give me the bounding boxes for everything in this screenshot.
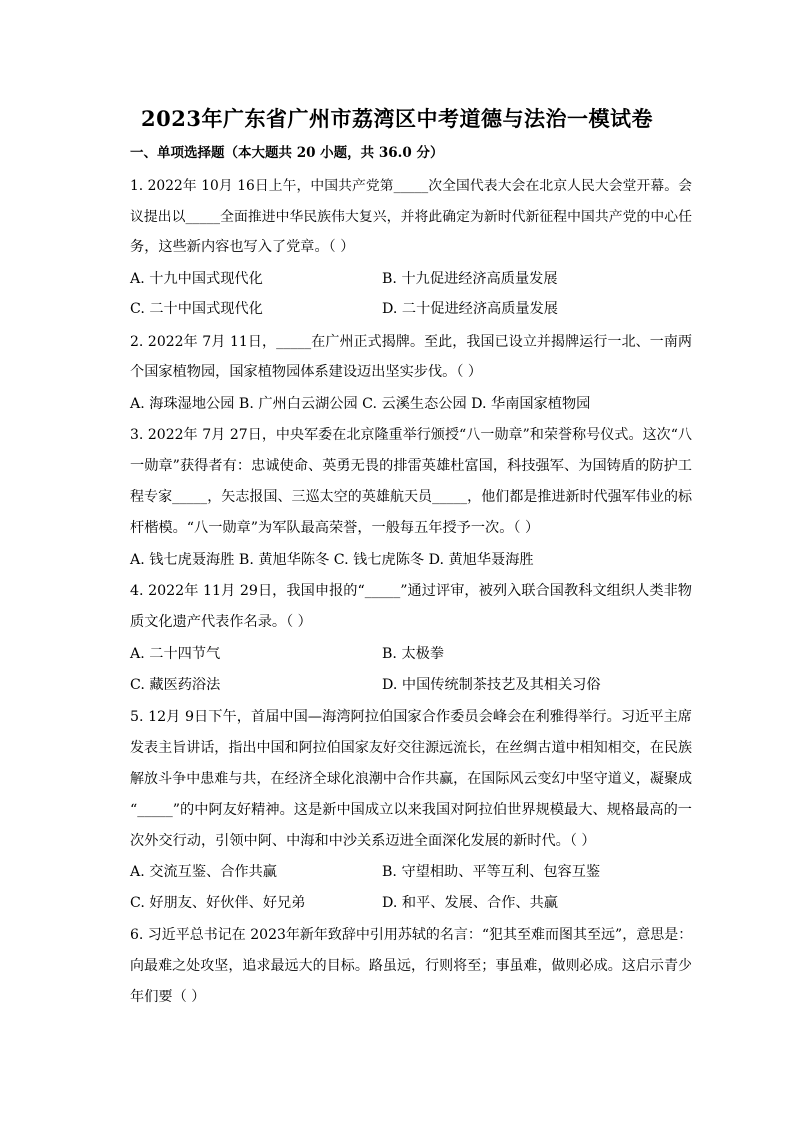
question-5-line-3: 解放斗争中患难与共，在经济全球化浪潮中合作共赢，在国际风云变幻中坚守道义，凝聚成	[130, 771, 692, 787]
question-2-line-1: 2. 2022年 7月 11日，_____在广州正式揭牌。至此，我国已设立并揭牌运行一北、一南两	[130, 334, 692, 350]
question-2-line-2: 个国家植物园，国家植物园体系建设迈出坚实步伐。（ ）	[130, 364, 483, 380]
question-5-line-2: 发表主旨讲话，指出中国和阿拉伯国家友好交往源远流长，在丝绸古道中相知相交，在民族	[130, 740, 692, 756]
question-5-line-5: 次外交行动，引领中阿、中海和中沙关系迈进全面深化发展的新时代。（ ）	[130, 833, 596, 849]
question-1-option-c: C. 二十中国式现代化	[130, 301, 263, 317]
question-6-line-2: 向最难之处攻坚，追求最远大的目标。路虽远，行则将至；事虽难，做则必成。这启示青少	[130, 958, 692, 974]
question-5-line-1: 5. 12月 9日下午，首届中国—海湾阿拉伯国家合作委员会峰会在利雅得举行。习近平主席	[130, 709, 692, 725]
question-4-option-c: C. 藏医药浴法	[130, 677, 221, 693]
question-4-option-a: A. 二十四节气	[130, 646, 221, 662]
question-2-options: A. 海珠湿地公园 B. 广州白云湖公园 C. 云溪生态公园 D. 华南国家植物园	[130, 396, 591, 412]
question-1-line-2: 议提出以_____全面推进中华民族伟大复兴，并将此确定为新时代新征程中国共产党的中心任	[130, 209, 692, 225]
question-3-options: A. 钱七虎聂海胜 B. 黄旭华陈冬 C. 钱七虎陈冬 D. 黄旭华聂海胜	[130, 552, 534, 568]
question-3-line-4: 杆楷模。“八一勋章”为军队最高荣誉，一般每五年授予一次。（ ）	[130, 520, 540, 536]
question-1-line-3: 务，这些新内容也写入了党章。（ ）	[130, 239, 355, 255]
question-5-option-d: D. 和平、发展、合作、共赢	[382, 895, 558, 911]
question-3-line-1: 3. 2022年 7月 27日，中央军委在北京隆重举行颁授“八一勋章”和荣誉称号仪式。这次“八	[130, 427, 692, 443]
question-6-line-1: 6. 习近平总书记在 2023年新年致辞中引用苏轼的名言：“犯其至难而图其至远”，意思是：	[130, 927, 693, 943]
question-5-option-c: C. 好朋友、好伙伴、好兄弟	[130, 895, 306, 911]
exam-title: 2023年广东省广州市荔湾区中考道德与法治一模试卷	[141, 106, 653, 131]
question-4-option-b: B. 太极拳	[382, 646, 445, 662]
question-4-option-d: D. 中国传统制茶技艺及其相关习俗	[382, 677, 601, 693]
question-3-line-3: 程专家_____，矢志报国、三巡太空的英雄航天员_____，他们都是推进新时代强军伟业的标	[130, 489, 692, 505]
section-heading: 一、单项选择题（本大题共 20 小题，共 36.0 分）	[130, 145, 444, 161]
question-5-option-a: A. 交流互鉴、合作共赢	[130, 864, 277, 880]
question-6-line-3: 年们要（ ）	[130, 989, 206, 1005]
question-1-option-a: A. 十九中国式现代化	[130, 271, 263, 287]
question-1-line-1: 1. 2022年 10月 16日上午，中国共产党第_____次全国代表大会在北京人民大会堂开幕。会	[130, 178, 692, 194]
question-4-line-2: 质文化遗产代表作名录。（ ）	[130, 614, 312, 630]
question-1-option-d: D. 二十促进经济高质量发展	[382, 301, 558, 317]
question-5-option-b: B. 守望相助、平等互利、包容互鉴	[382, 864, 601, 880]
question-3-line-2: 一勋章”获得者有：忠诚使命、英勇无畏的排雷英雄杜富国，科技强军、为国铸盾的防护工	[130, 458, 692, 474]
question-4-line-1: 4. 2022年 11月 29日，我国申报的“_____”通过评审，被列入联合国教科文组织人类非物	[130, 583, 692, 599]
question-5-line-4: “_____”的中阿友好精神。这是新中国成立以来我国对阿拉伯世界规模最大、规格最高的一	[130, 802, 692, 818]
question-1-option-b: B. 十九促进经济高质量发展	[382, 271, 558, 287]
